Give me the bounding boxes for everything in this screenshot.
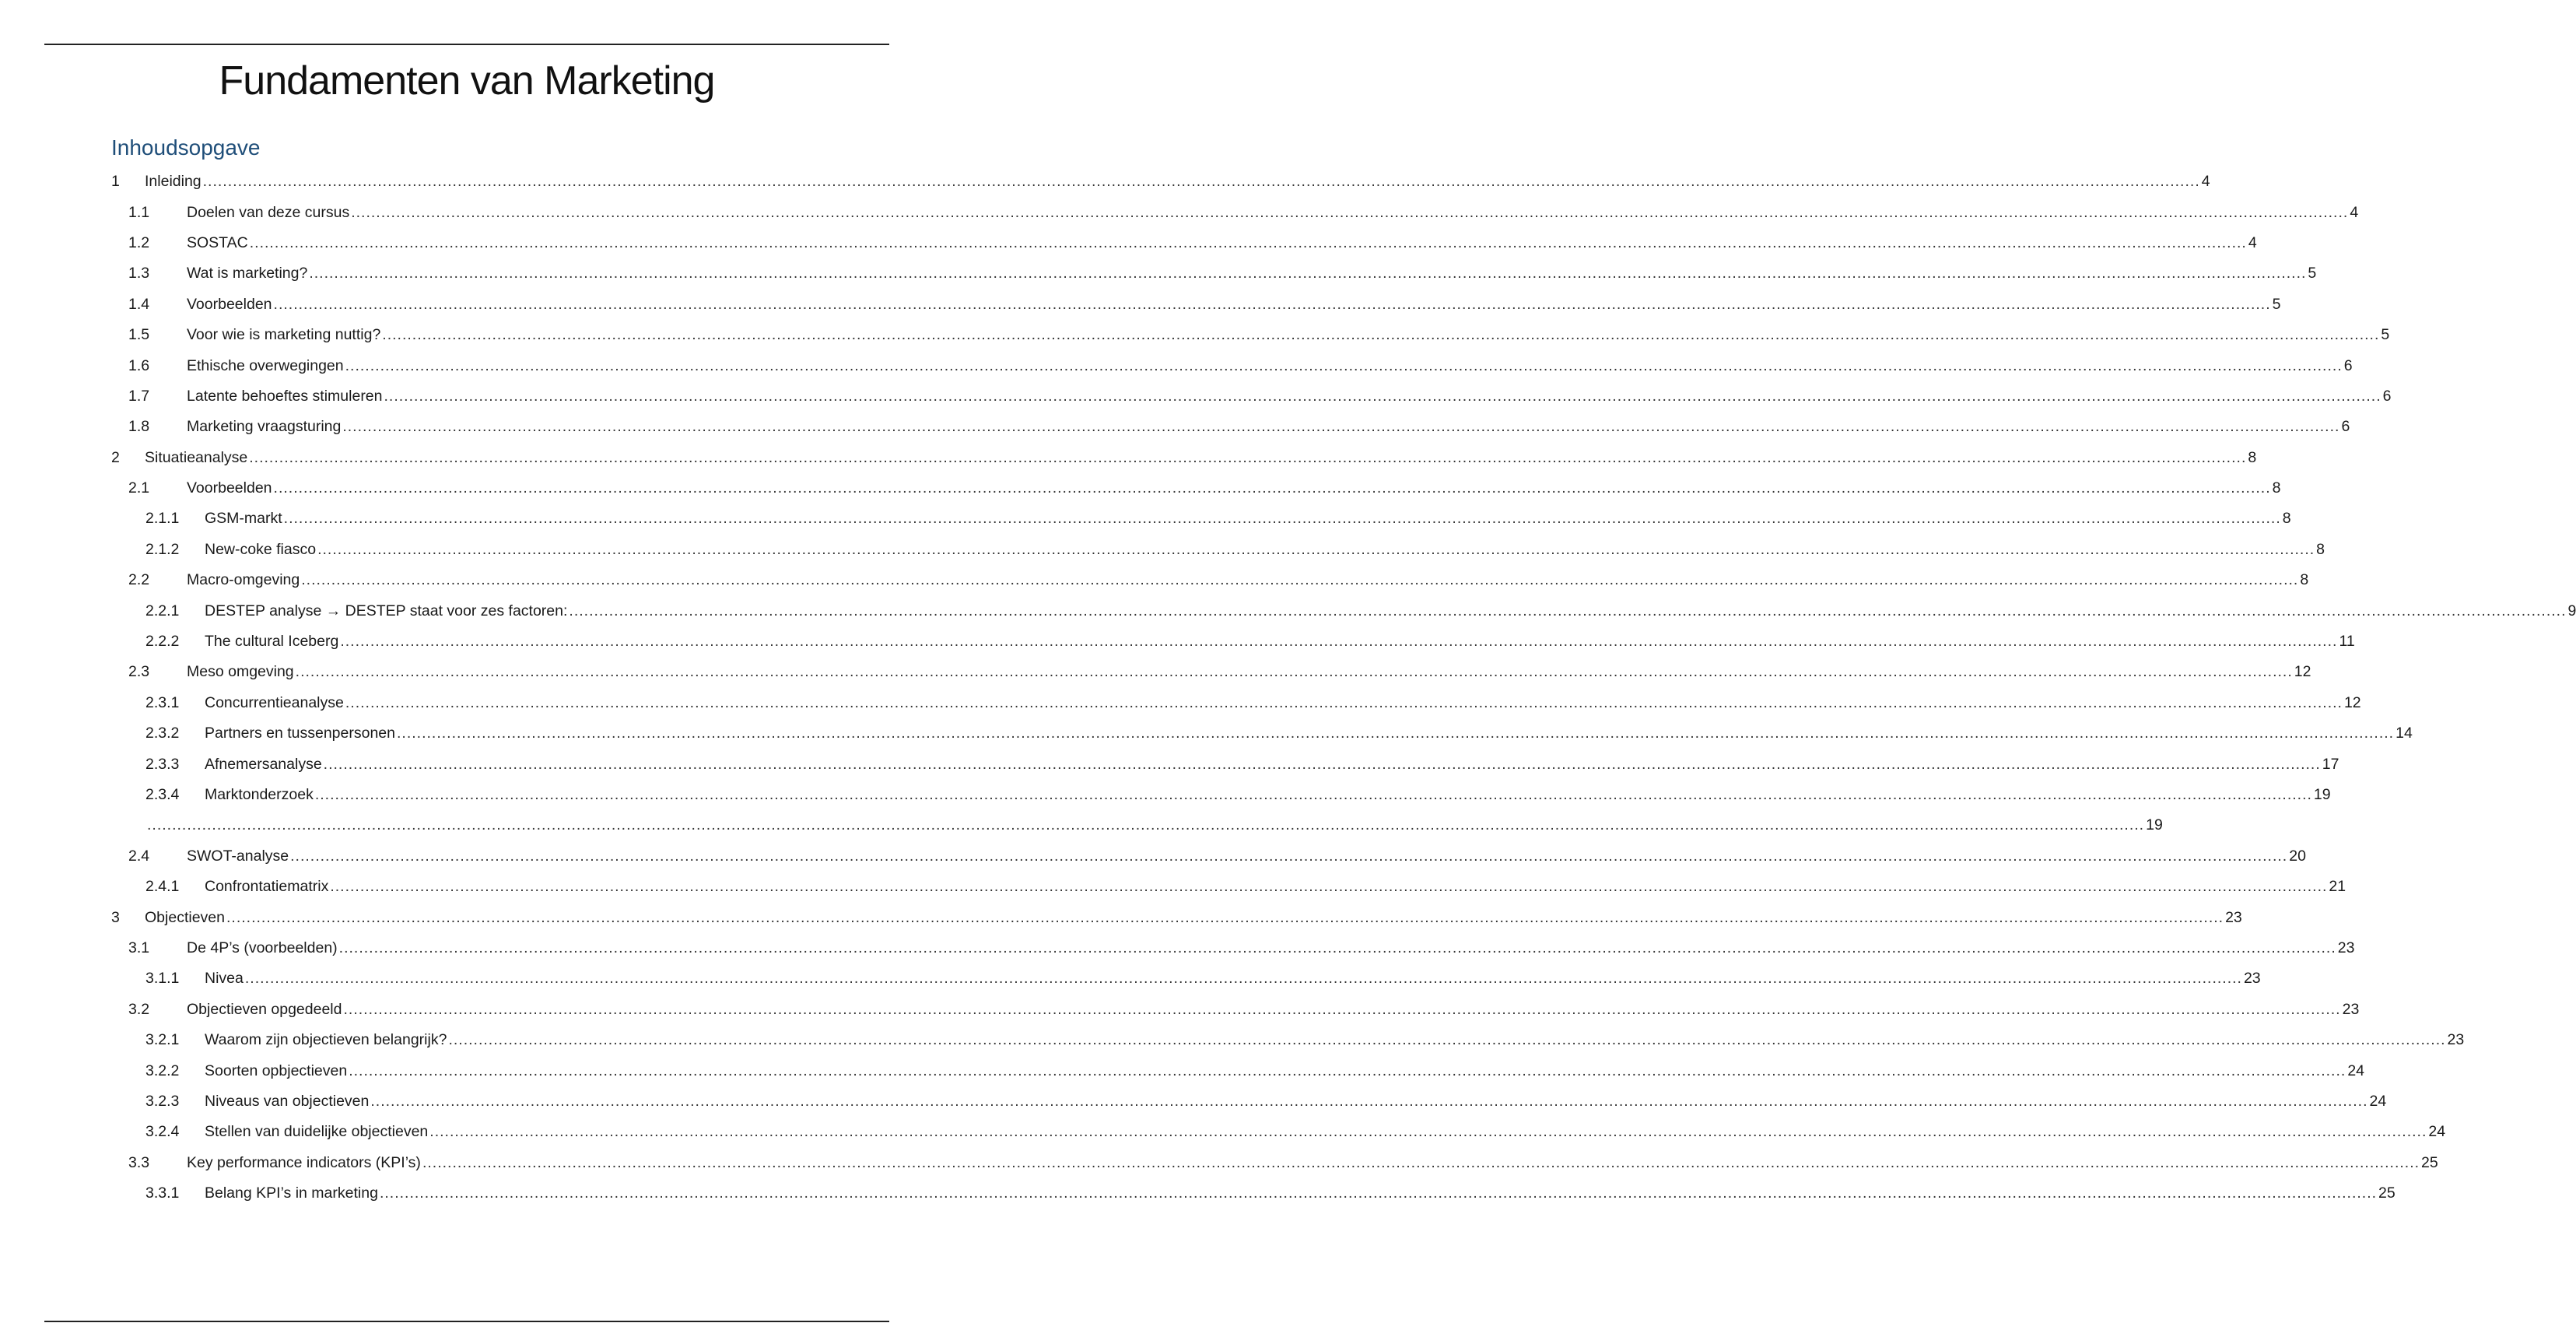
toc-entry[interactable] [111, 443, 2257, 473]
toc-dot-leader: ................................................................................................................................................................................................................................................................................................................................................................................................................ [309, 265, 2307, 282]
toc-dot-leader: ................................................................................................................................................................................................................................................................................................................................................................................................................ [226, 908, 2224, 926]
table-of-contents [111, 167, 2576, 1209]
toc-entry-page: 23 [2337, 939, 2355, 956]
toc-entry-label: Belang KPI’s in marketing [205, 1184, 378, 1202]
toc-entry-page: 9 [2567, 602, 2576, 619]
toc-dot-leader: ................................................................................................................................................................................................................................................................................................................................................................................................................ [273, 479, 2271, 497]
toc-entry-number: 3 [111, 908, 120, 926]
toc-entry-page: 5 [2308, 265, 2317, 282]
toc-entry[interactable] [111, 535, 2325, 565]
toc-dot-leader: ................................................................................................................................................................................................................................................................................................................................................................................................................ [379, 1184, 2378, 1202]
toc-heading: Inhoudsopgave [111, 135, 261, 160]
toc-entry[interactable] [111, 290, 2281, 320]
toc-entry-number: 3.2.3 [145, 1092, 180, 1110]
toc-dot-leader: ................................................................................................................................................................................................................................................................................................................................................................................................................ [244, 970, 2242, 988]
toc-entry-page: 25 [2378, 1184, 2396, 1202]
toc-entry-label: Situatieanalyse [145, 448, 248, 466]
toc-entry-label: Concurrentieanalyse [205, 693, 344, 711]
toc-entry-number: 3.2 [128, 1000, 150, 1018]
toc-entry[interactable] [111, 1055, 2365, 1086]
top-rule [44, 44, 889, 45]
toc-entry-number: 3.2.1 [145, 1031, 180, 1049]
toc-entry-number: 2.1 [128, 479, 150, 497]
toc-entry-label: Ethische overwegingen [187, 356, 344, 374]
toc-dot-leader: ................................................................................................................................................................................................................................................................................................................................................................................................................ [422, 1153, 2420, 1171]
toc-entry[interactable] [111, 841, 2306, 872]
toc-entry-page: 5 [2381, 326, 2390, 344]
toc-entry-number: 2.2.1 [145, 602, 180, 619]
toc-dot-leader: ................................................................................................................................................................................................................................................................................................................................................................................................................ [351, 203, 2349, 221]
toc-entry-number: 2.3.2 [145, 725, 180, 742]
toc-entry-number: 3.2.2 [145, 1062, 180, 1079]
toc-entry[interactable] [111, 228, 2257, 258]
toc-entry-page: 20 [2289, 847, 2306, 865]
toc-dot-leader: ................................................................................................................................................................................................................................................................................................................................................................................................................ [301, 571, 2299, 589]
toc-entry-number: 1.2 [128, 233, 150, 251]
toc-entry[interactable] [111, 412, 2350, 442]
toc-dot-leader: ................................................................................................................................................................................................................................................................................................................................................................................................................ [323, 755, 2321, 773]
toc-entry-page: 8 [2316, 540, 2325, 558]
toc-dot-leader: ................................................................................................................................................................................................................................................................................................................................................................................................................ [429, 1123, 2427, 1141]
toc-entry-number: 3.1 [128, 939, 150, 956]
toc-entry-number: 1.5 [128, 326, 150, 344]
toc-dot-leader: ................................................................................................................................................................................................................................................................................................................................................................................................................ [202, 173, 2200, 191]
toc-entry-label: Macro-omgeving [187, 571, 300, 589]
toc-entry-label: Meso omgeving [187, 663, 294, 681]
toc-entry-page: 5 [2272, 295, 2281, 313]
toc-entry-label: Voorbeelden [187, 295, 272, 313]
toc-entry[interactable] [111, 258, 2317, 289]
toc-dot-leader: ................................................................................................................................................................................................................................................................................................................................................................................................................ [295, 663, 2293, 681]
toc-entry[interactable] [111, 902, 2242, 932]
toc-entry-page: 4 [2350, 203, 2359, 221]
toc-dot-leader: ................................................................................................................................................................................................................................................................................................................................................................................................................ [345, 693, 2343, 711]
toc-entry[interactable] [111, 872, 2346, 902]
toc-dot-leader: ................................................................................................................................................................................................................................................................................................................................................................................................................ [397, 725, 2395, 742]
toc-entry[interactable] [111, 718, 2413, 749]
toc-entry[interactable] [111, 1025, 2465, 1055]
toc-dot-leader: ................................................................................................................................................................................................................................................................................................................................................................................................................ [314, 786, 2312, 803]
toc-entry-label: Partners en tussenpersonen [205, 725, 395, 742]
toc-entry-number: 1.6 [128, 356, 150, 374]
toc-entry-number: 3.3.1 [145, 1184, 180, 1202]
toc-dot-leader: ................................................................................................................................................................................................................................................................................................................................................................................................................ [249, 233, 2247, 251]
toc-entry-page: 17 [2322, 755, 2339, 773]
toc-entry-label: Nivea [205, 970, 244, 988]
toc-entry-number: 1 [111, 173, 120, 191]
toc-entry-page: 21 [2329, 878, 2346, 896]
toc-entry-label: Objectieven [145, 908, 225, 926]
toc-entry[interactable] [111, 963, 2261, 994]
toc-dot-leader: ................................................................................................................................................................................................................................................................................................................................................................................................................ [340, 633, 2338, 651]
toc-dot-leader: ................................................................................................................................................................................................................................................................................................................................................................................................................ [147, 816, 2145, 834]
toc-entry-page: 8 [2300, 571, 2309, 589]
toc-entry-label: De 4P’s (voorbeelden) [187, 939, 338, 956]
toc-entry-number: 2 [111, 448, 120, 466]
toc-entry-number: 1.7 [128, 387, 150, 405]
toc-entry-page: 4 [2248, 233, 2257, 251]
toc-entry-page: 19 [2146, 816, 2163, 834]
toc-entry-page: 8 [2282, 510, 2291, 528]
toc-entry-number: 1.8 [128, 418, 150, 436]
toc-entry-page: 19 [2313, 786, 2331, 803]
toc-dot-leader: ................................................................................................................................................................................................................................................................................................................................................................................................................ [569, 602, 2567, 619]
toc-entry[interactable] [111, 995, 2360, 1025]
toc-dot-leader: ................................................................................................................................................................................................................................................................................................................................................................................................................ [330, 878, 2328, 896]
toc-entry-label: Waarom zijn objectieven belangrijk? [205, 1031, 447, 1049]
toc-entry-label: The cultural Iceberg [205, 633, 339, 651]
toc-dot-leader: ................................................................................................................................................................................................................................................................................................................................................................................................................ [382, 326, 2380, 344]
toc-entry-label: DESTEP analyse → DESTEP staat voor zes factoren: [205, 602, 568, 619]
toc-dot-leader: ................................................................................................................................................................................................................................................................................................................................................................................................................ [370, 1092, 2368, 1110]
toc-entry-page: 14 [2396, 725, 2413, 742]
toc-entry-label: New-coke fiasco [205, 540, 317, 558]
toc-dot-leader: ................................................................................................................................................................................................................................................................................................................................................................................................................ [343, 1000, 2341, 1018]
toc-entry-label: Confrontatiematrix [205, 878, 329, 896]
toc-entry-number: 2.3.3 [145, 755, 180, 773]
toc-entry-label: Doelen van deze cursus [187, 203, 350, 221]
toc-entry-label: Wat is marketing? [187, 265, 308, 282]
toc-entry-page: 23 [2225, 908, 2242, 926]
toc-entry-number: 2.3.1 [145, 693, 180, 711]
toc-entry-page: 4 [2201, 173, 2210, 191]
toc-entry-label: Inleiding [145, 173, 202, 191]
toc-entry-page: 8 [2272, 479, 2281, 497]
toc-entry-label: Objectieven opgedeeld [187, 1000, 342, 1018]
toc-dot-leader: ................................................................................................................................................................................................................................................................................................................................................................................................................ [249, 448, 2247, 466]
toc-dot-leader: ................................................................................................................................................................................................................................................................................................................................................................................................................ [349, 1062, 2346, 1079]
toc-entry[interactable] [111, 1178, 2396, 1209]
toc-entry-label: Stellen van duidelijke objectieven [205, 1123, 429, 1141]
toc-dot-leader: ................................................................................................................................................................................................................................................................................................................................................................................................................ [342, 418, 2340, 436]
toc-dot-leader: ................................................................................................................................................................................................................................................................................................................................................................................................................ [345, 356, 2343, 374]
toc-entry[interactable] [111, 780, 2331, 810]
toc-entry-label: Voor wie is marketing nuttig? [187, 326, 381, 344]
toc-entry[interactable] [111, 565, 2309, 595]
toc-entry[interactable] [111, 657, 2311, 687]
toc-entry[interactable] [111, 504, 2291, 534]
toc-dot-leader: ................................................................................................................................................................................................................................................................................................................................................................................................................ [273, 295, 2271, 313]
toc-entry-label: SOSTAC [187, 233, 248, 251]
toc-entry-number: 2.2.2 [145, 633, 180, 651]
toc-entry[interactable] [111, 381, 2392, 412]
toc-entry-number: 2.4 [128, 847, 150, 865]
toc-entry-label: Key performance indicators (KPI’s) [187, 1153, 421, 1171]
toc-entry-page: 11 [2339, 633, 2355, 651]
toc-entry-number: 3.3 [128, 1153, 150, 1171]
toc-entry[interactable] [111, 626, 2355, 657]
toc-entry-number: 1.4 [128, 295, 150, 313]
toc-entry-number: 2.2 [128, 571, 150, 589]
toc-entry-number: 2.3.4 [145, 786, 180, 803]
toc-entry-label: Latente behoeftes stimuleren [187, 387, 383, 405]
toc-dot-leader: ................................................................................................................................................................................................................................................................................................................................................................................................................ [290, 847, 2288, 865]
toc-entry-number: 2.3 [128, 663, 150, 681]
toc-entry[interactable] [111, 167, 2210, 197]
toc-entry[interactable] [111, 749, 2339, 779]
toc-entry-label: Soorten opbjectieven [205, 1062, 348, 1079]
toc-entry[interactable] [111, 933, 2355, 963]
toc-entry-page: 24 [2428, 1123, 2446, 1141]
toc-entry[interactable] [111, 197, 2359, 227]
toc-entry[interactable] [111, 320, 2390, 350]
toc-entry-number: 2.1.1 [145, 510, 180, 528]
toc-entry[interactable] [111, 350, 2353, 381]
toc-entry-page: 23 [2243, 970, 2261, 988]
toc-entry[interactable] [111, 595, 2576, 626]
toc-entry-page: 25 [2421, 1153, 2438, 1171]
toc-entry-page: 12 [2294, 663, 2311, 681]
bottom-rule [44, 1321, 889, 1322]
toc-entry-label: Voorbeelden [187, 479, 272, 497]
toc-entry-number: 1.3 [128, 265, 150, 282]
toc-entry-number: 1.1 [128, 203, 150, 221]
toc-entry[interactable] [111, 1117, 2446, 1147]
toc-entry-label: Marktonderzoek [205, 786, 314, 803]
toc-entry-page: 23 [2447, 1031, 2465, 1049]
toc-dot-leader: ................................................................................................................................................................................................................................................................................................................................................................................................................ [384, 387, 2381, 405]
toc-entry-page: 23 [2342, 1000, 2360, 1018]
toc-entry-page: 24 [2347, 1062, 2365, 1079]
toc-entry-label: SWOT-analyse [187, 847, 289, 865]
toc-entry[interactable] [111, 1148, 2438, 1178]
toc-entry-number: 2.4.1 [145, 878, 180, 896]
toc-entry[interactable] [111, 810, 2163, 840]
toc-entry[interactable] [111, 473, 2281, 504]
toc-dot-leader: ................................................................................................................................................................................................................................................................................................................................................................................................................ [448, 1031, 2446, 1049]
toc-entry[interactable] [111, 688, 2361, 718]
toc-entry-number: 3.2.4 [145, 1123, 180, 1141]
toc-dot-leader: ................................................................................................................................................................................................................................................................................................................................................................................................................ [338, 939, 2336, 956]
toc-entry-page: 12 [2343, 693, 2361, 711]
toc-entry-label: GSM-markt [205, 510, 282, 528]
document-title: Fundamenten van Marketing [219, 58, 715, 104]
toc-dot-leader: ................................................................................................................................................................................................................................................................................................................................................................................................................ [283, 510, 2281, 528]
toc-entry-page: 24 [2369, 1092, 2387, 1110]
toc-entry-label: Afnemersanalyse [205, 755, 322, 773]
toc-dot-leader: ................................................................................................................................................................................................................................................................................................................................................................................................................ [317, 540, 2315, 558]
toc-entry-page: 6 [2382, 387, 2392, 405]
toc-entry[interactable] [111, 1086, 2387, 1117]
toc-entry-number: 2.1.2 [145, 540, 180, 558]
toc-entry-label: Niveaus van objectieven [205, 1092, 370, 1110]
toc-entry-label: Marketing vraagsturing [187, 418, 342, 436]
toc-entry-number: 3.1.1 [145, 970, 180, 988]
toc-entry-page: 6 [2343, 356, 2353, 374]
toc-entry-page: 8 [2248, 448, 2257, 466]
toc-entry-page: 6 [2341, 418, 2350, 436]
